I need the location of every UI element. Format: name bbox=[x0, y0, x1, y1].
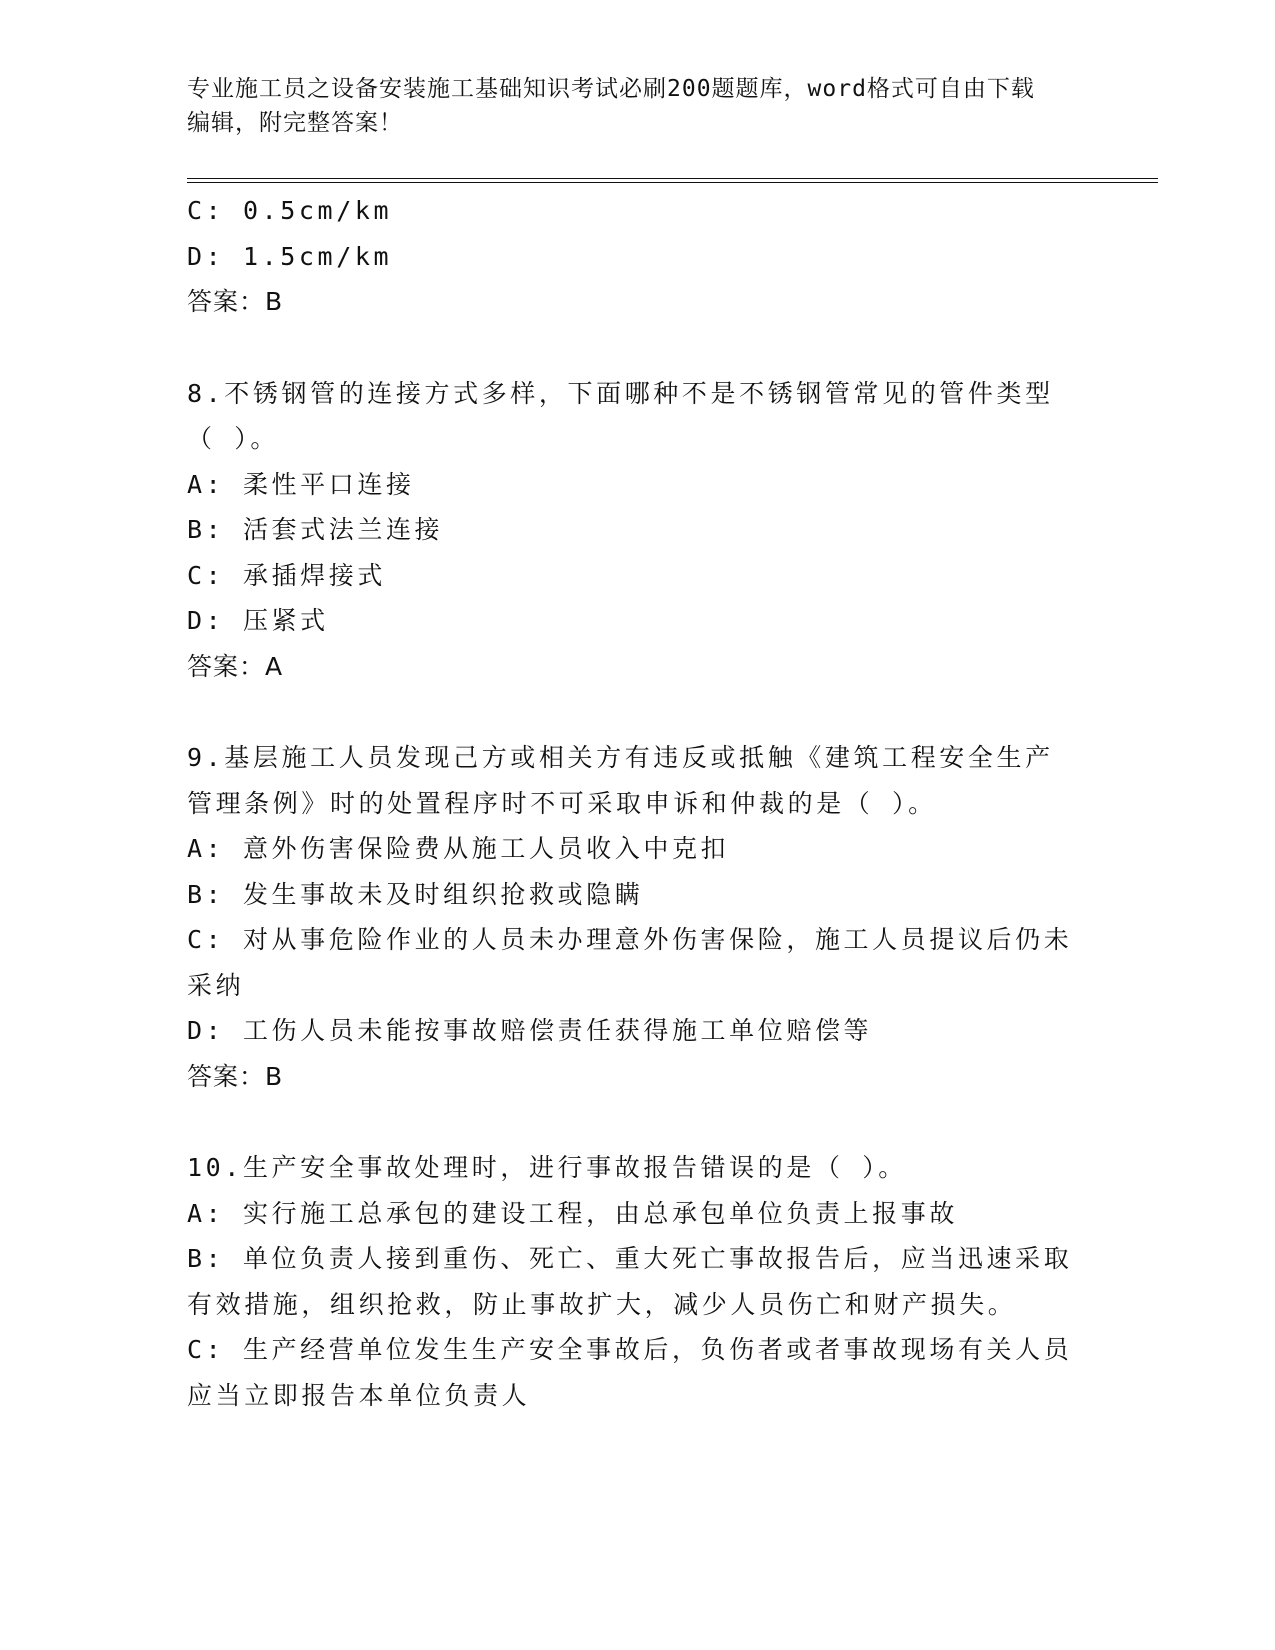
option-a: A: 意外伤害保险费从施工人员收入中克扣 bbox=[187, 834, 730, 863]
question-8 bbox=[187, 371, 1087, 690]
question-stem: 10.生产安全事故处理时，进行事故报告错误的是（ ）。 bbox=[187, 1153, 907, 1182]
header-divider-bottom bbox=[187, 182, 1158, 183]
question-10 bbox=[187, 1145, 1087, 1418]
document-body bbox=[187, 188, 1087, 1418]
option-c: C: 对从事危险作业的人员未办理意外伤害保险，施工人员提议后仍未 bbox=[187, 925, 1073, 954]
option-c: 应当立即报告本单位负责人 bbox=[187, 1380, 531, 1410]
header-title-line-1: 专业施工员之设备安装施工基础知识考试必刷200题题库，word格式可自由下载 bbox=[187, 76, 1035, 102]
spacer bbox=[187, 325, 1087, 371]
option-a: A: 实行施工总承包的建设工程，由总承包单位负责上报事故 bbox=[187, 1198, 958, 1228]
option-c: 采纳 bbox=[187, 970, 245, 1000]
option-d: D: 1.5cm/km bbox=[187, 241, 393, 271]
question-7-tail bbox=[187, 188, 1087, 325]
question-stem: （ ）。 bbox=[187, 424, 279, 453]
option-d: D: 工伤人员未能按事故赔偿责任获得施工单位赔偿等 bbox=[187, 1016, 873, 1045]
answer: 答案：A bbox=[187, 651, 284, 681]
spacer bbox=[187, 1099, 1087, 1145]
header-divider-top bbox=[187, 178, 1158, 179]
question-stem: 8.不锈钢管的连接方式多样，下面哪种不是不锈钢管常见的管件类型 bbox=[187, 378, 1054, 408]
page-header bbox=[187, 72, 1087, 140]
option-b: B: 活套式法兰连接 bbox=[187, 515, 444, 544]
option-c: C: 承插焊接式 bbox=[187, 560, 386, 590]
option-b: 有效措施，组织抢救，防止事故扩大，减少人员伤亡和财产损失。 bbox=[187, 1289, 1017, 1319]
option-c: C: 0.5cm/km bbox=[187, 196, 393, 225]
option-c: C: 生产经营单位发生生产安全事故后，负伤者或者事故现场有关人员 bbox=[187, 1335, 1073, 1364]
question-stem: 9.基层施工人员发现己方或相关方有违反或抵触《建筑工程安全生产 bbox=[187, 743, 1054, 772]
question-stem: 管理条例》时的处置程序时不可采取申诉和仲裁的是（ ）。 bbox=[187, 788, 937, 818]
answer: 答案：B bbox=[187, 1061, 284, 1091]
answer: 答案：B bbox=[187, 287, 284, 316]
option-b: B: 发生事故未及时组织抢救或隐瞒 bbox=[187, 879, 644, 909]
option-b: B: 单位负责人接到重伤、死亡、重大死亡事故报告后，应当迅速采取 bbox=[187, 1244, 1073, 1273]
spacer bbox=[187, 689, 1087, 735]
option-a: A: 柔性平口连接 bbox=[187, 469, 415, 499]
question-9 bbox=[187, 735, 1087, 1099]
option-d: D: 压紧式 bbox=[187, 606, 329, 635]
header-title-line-2: 编辑，附完整答案！ bbox=[187, 110, 403, 136]
